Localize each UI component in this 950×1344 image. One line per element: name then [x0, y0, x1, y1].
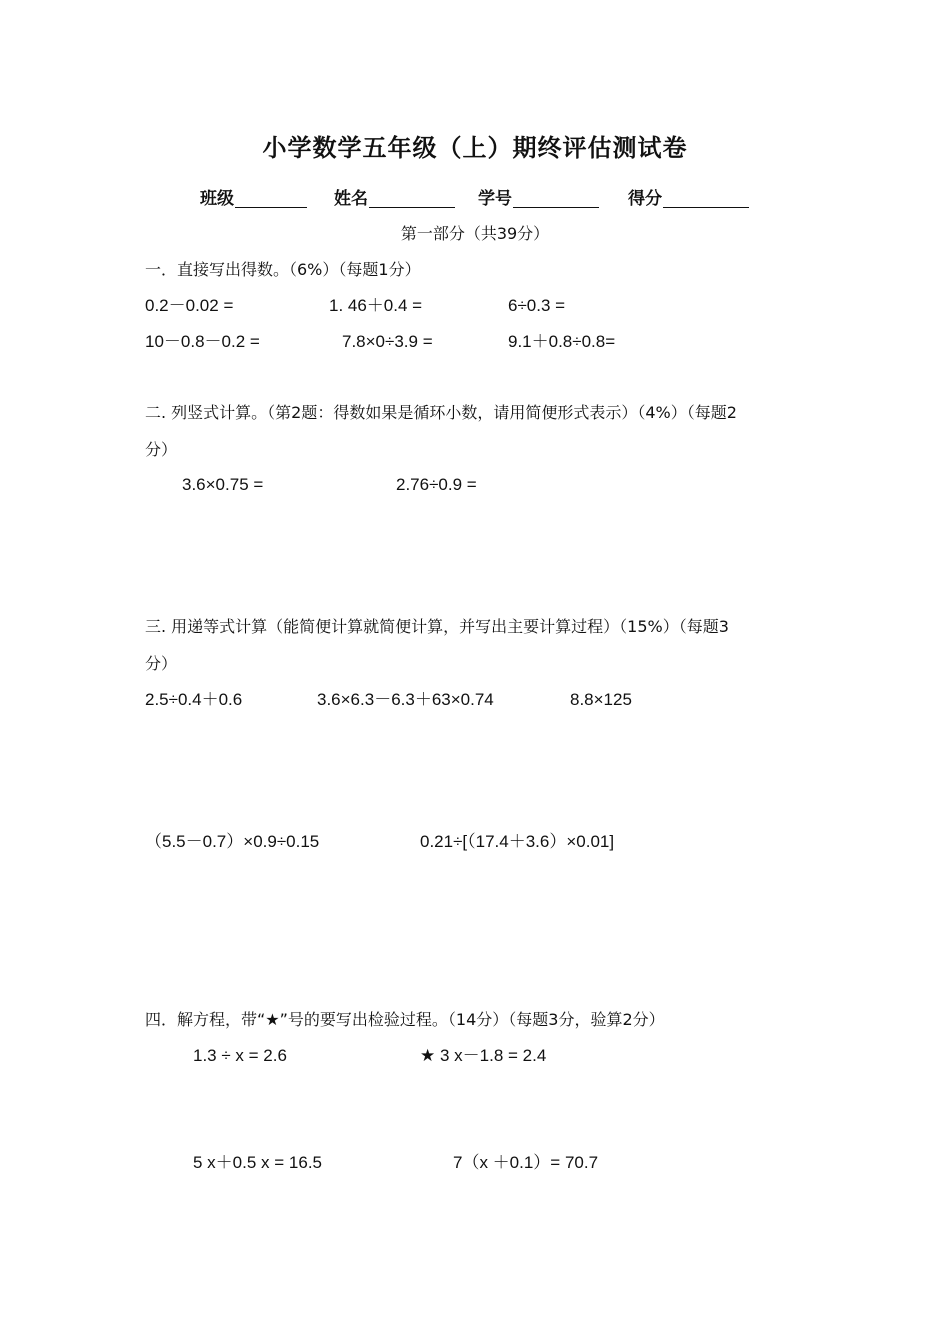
- score-label: 得分: [628, 189, 662, 209]
- q3-item: 8.8×125: [570, 690, 632, 709]
- q1-item: 1. 46＋0.4 =: [329, 296, 423, 315]
- q1-item: 7.8×0÷3.9 =: [342, 332, 433, 351]
- q1-item: 6÷0.3 =: [508, 296, 566, 315]
- q3-item: 0.21÷[（17.4＋3.6）×0.01]: [420, 832, 615, 851]
- q3-heading: 三. 用递等式计算（能简便计算就简便计算，并写出主要计算过程）（15%）（每题3: [145, 617, 729, 636]
- name-blank[interactable]: [369, 190, 455, 208]
- class-field[interactable]: [200, 190, 307, 208]
- q4-item: 7（x ＋0.1）= 70.7: [453, 1153, 599, 1172]
- q4-item: 5 x＋0.5 x = 16.5: [193, 1153, 322, 1172]
- q3-item: 3.6×6.3－6.3＋63×0.74: [317, 690, 494, 709]
- q1-item: 10－0.8－0.2 =: [145, 332, 260, 351]
- part-title: 第一部分（共39分）: [400, 224, 550, 243]
- q3-item: （5.5－0.7）×0.9÷0.15: [145, 832, 320, 851]
- page-title: 小学数学五年级（上）期终评估测试卷: [262, 134, 688, 162]
- student-number-field[interactable]: [478, 190, 599, 208]
- q3-item: 2.5÷0.4＋0.6: [145, 690, 243, 709]
- student-number-label: 学号: [478, 189, 512, 209]
- q4-heading: 四．解方程，带“★”号的要写出检验过程。（14分）（每题3分，验算2分）: [145, 1010, 665, 1029]
- class-blank[interactable]: [235, 190, 307, 208]
- q3-heading-continued: 分）: [145, 654, 178, 673]
- name-field[interactable]: [334, 190, 455, 208]
- q4-item: ★ 3 x－1.8 = 2.4: [420, 1046, 547, 1065]
- student-number-blank[interactable]: [513, 190, 599, 208]
- q1-item: 0.2－0.02 =: [145, 296, 234, 315]
- q2-item: 3.6×0.75 =: [182, 475, 264, 494]
- q4-item: 1.3 ÷ x = 2.6: [193, 1046, 287, 1065]
- q1-item: 9.1＋0.8÷0.8=: [508, 332, 616, 351]
- class-label: 班级: [200, 189, 234, 209]
- q1-heading: 一．直接写出得数。（6%）（每题1分）: [145, 260, 421, 279]
- score-blank[interactable]: [663, 190, 749, 208]
- q2-heading: 二. 列竖式计算。（第2题：得数如果是循环小数，请用简便形式表示）（4%）（每题2: [145, 403, 737, 422]
- name-label: 姓名: [334, 189, 368, 209]
- q2-heading-continued: 分）: [145, 440, 178, 459]
- q2-item: 2.76÷0.9 =: [396, 475, 477, 494]
- score-field[interactable]: [628, 190, 749, 208]
